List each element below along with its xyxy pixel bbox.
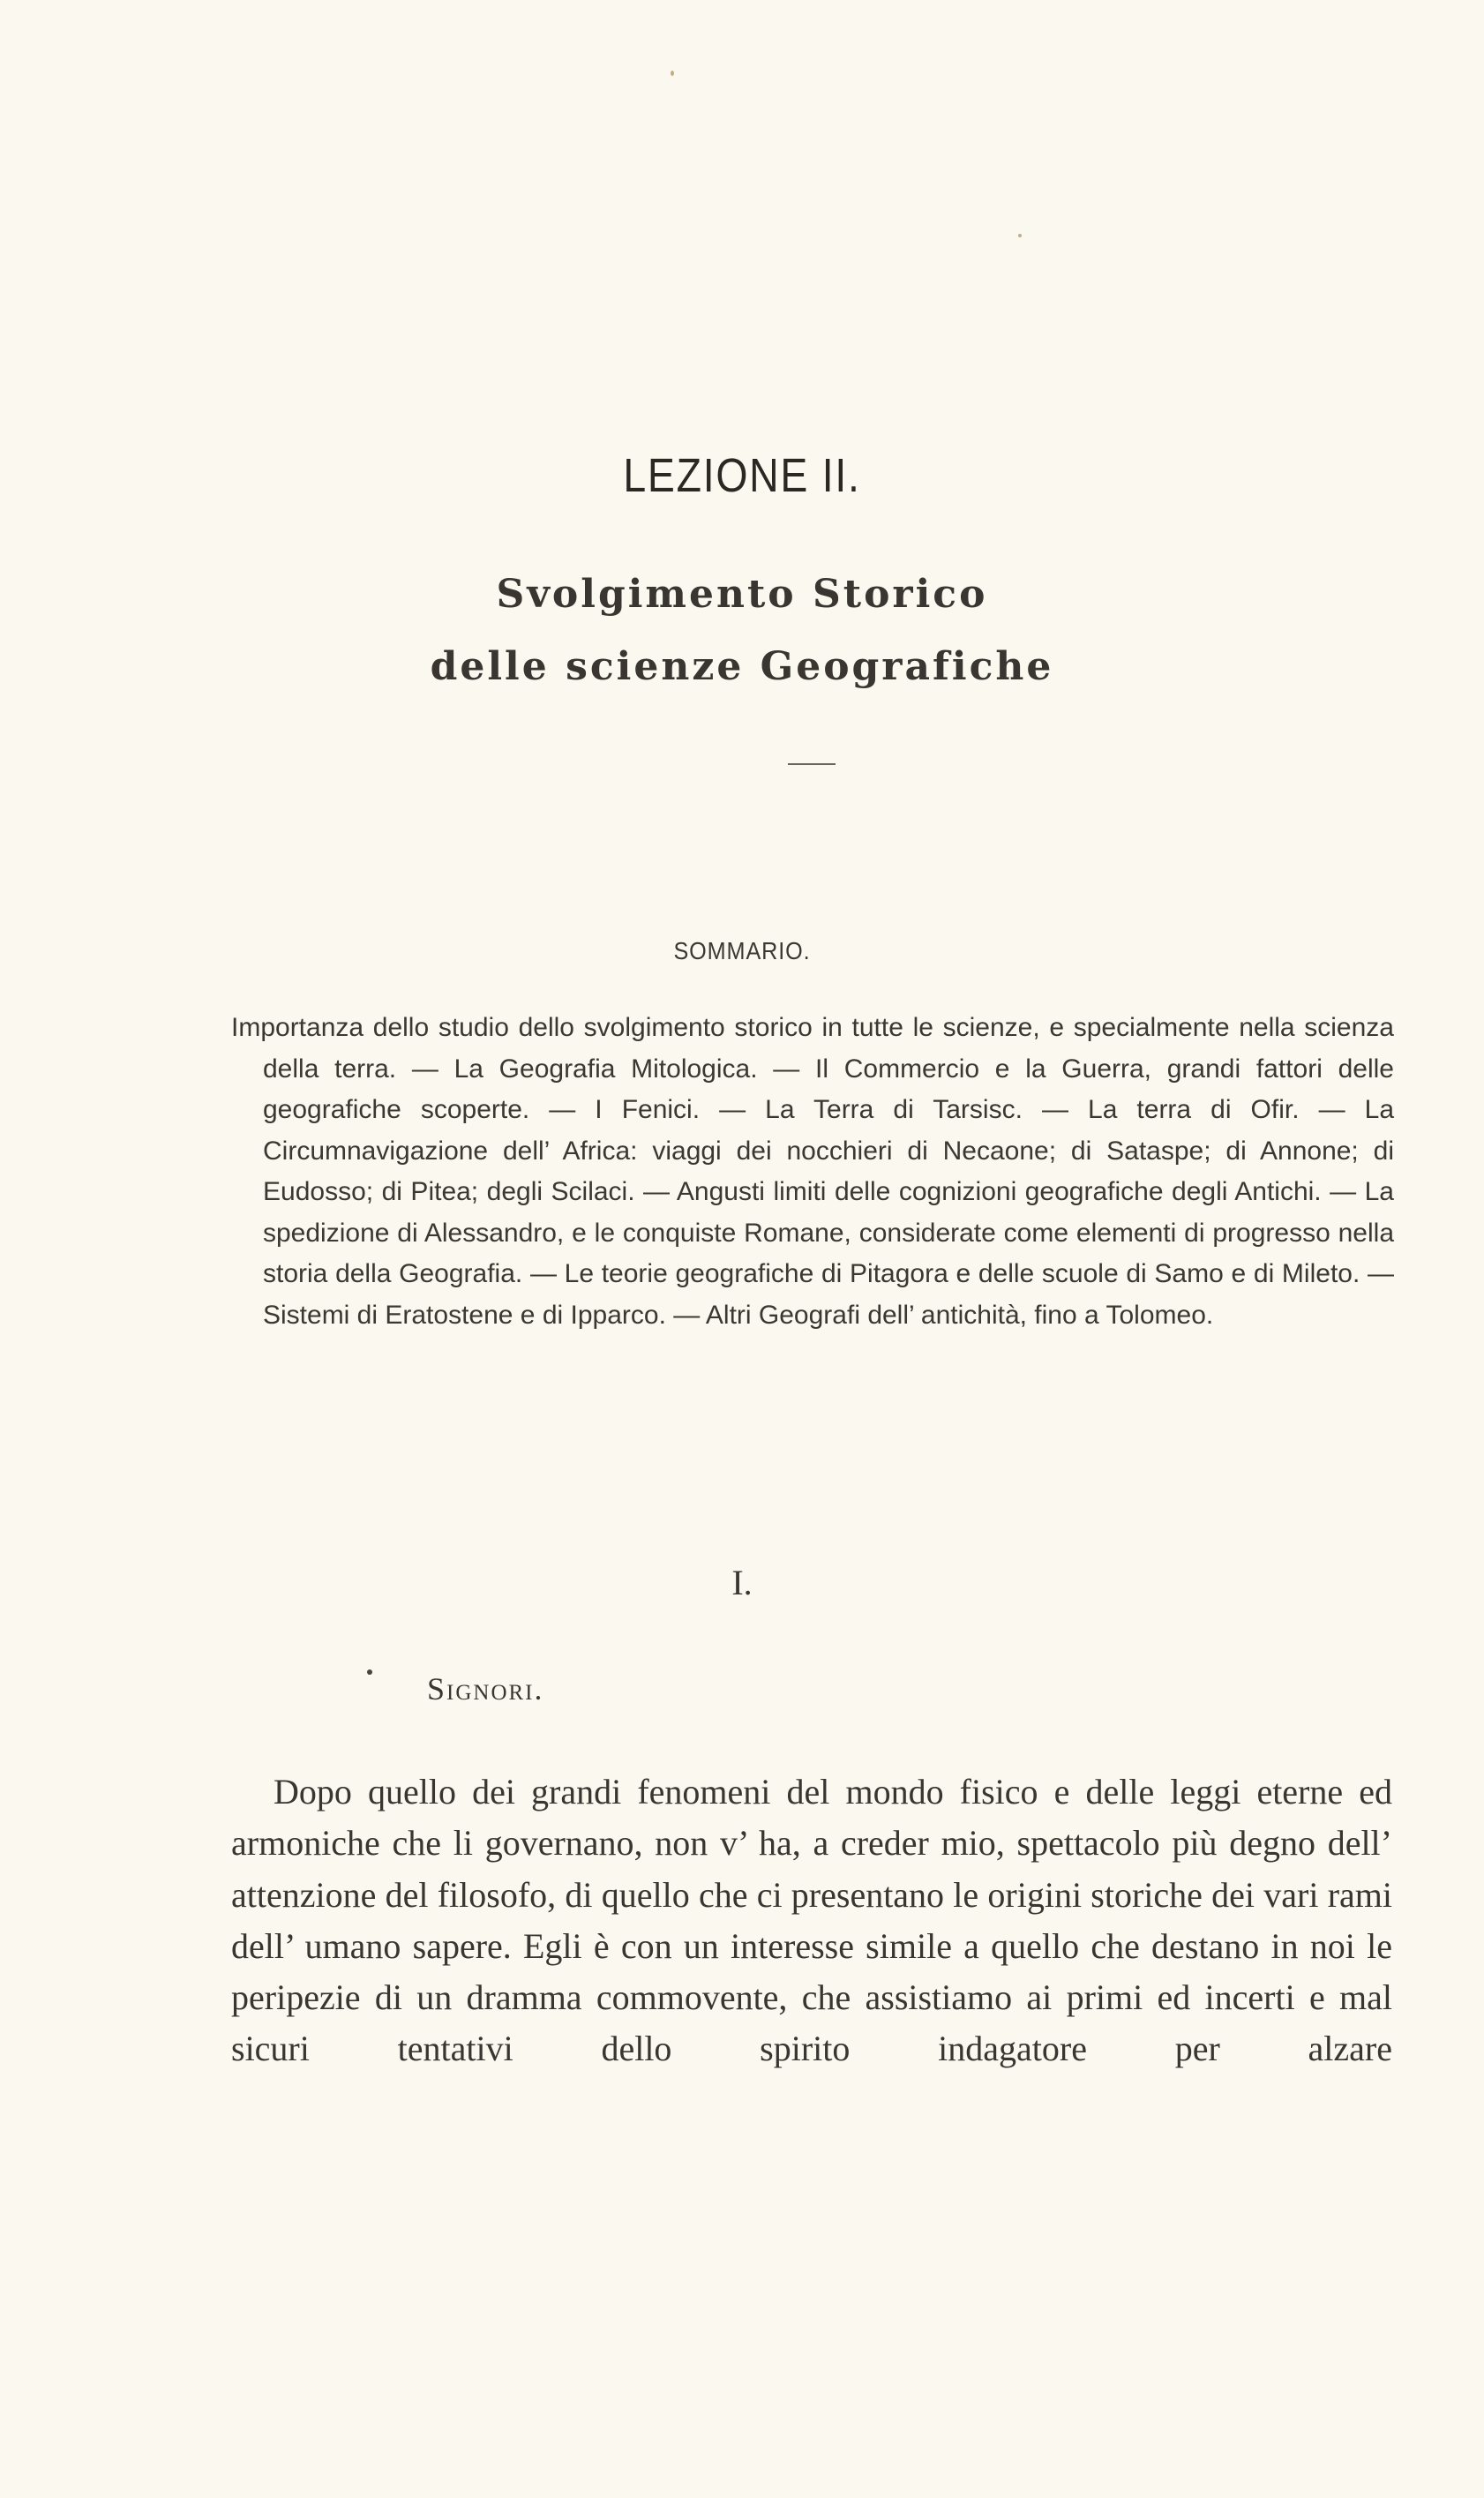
paper-speck [1018, 234, 1022, 237]
salutation: Signori. [427, 1671, 544, 1707]
body-paragraph: Dopo quello dei grandi fenomeni del mondo fisico e delle leggi eterne ed armoniche che li governano, non v’ ha, a creder mio, spettacolo più degno dell’ attenzione del filosofo, di quello che ci presentano le origini storiche dei vari rami dell’ umano sapere. Egli è con un interesse simile a quello che destano in noi le peripezie di un dramma commovente, che assistiamo ai primi ed incerti e mal sicuri tentativi dello spirito indagatore per alzare [231, 1772, 1392, 2069]
lesson-title: LEZIONE II. [623, 449, 861, 502]
section-number: I. [731, 1563, 753, 1602]
lesson-subtitle-line-2: delle scienze Geografiche [430, 644, 1054, 689]
summary-heading: SOMMARIO. [673, 937, 811, 964]
ink-dot [367, 1669, 372, 1675]
lesson-subtitle-line-1: Svolgimento Storico [496, 572, 988, 617]
divider-rule [788, 763, 836, 765]
summary-text: Importanza dello studio dello svolgimento storico in tutte le scienze, e specialmente nella scienza della terra. — La Geografia Mitologica. — Il Commercio e la Guerra, grandi fattori delle geografiche scoperte. — I Fenici. — La Terra di Tarsisc. — La terra di Ofir. — La Circumnavigazione dell’ Africa: viaggi dei nocchieri di Necaone; di Sataspe; di Annone; di Eudosso; di Pitea; degli Scilaci. — Angusti limiti delle cognizioni geografiche degli Antichi. — La spedizione di Alessandro, e le conquiste Romane, considerate come elementi di progresso nella storia della Geografia. — Le teorie geografiche di Pitagora e delle scuole di Samo e di Mileto. — Sistemi di Eratostene e di Ipparco. — Altri Geografi dell’ antichità, fino a Tolomeo. [231, 1013, 1394, 1330]
paper-speck [671, 71, 674, 76]
